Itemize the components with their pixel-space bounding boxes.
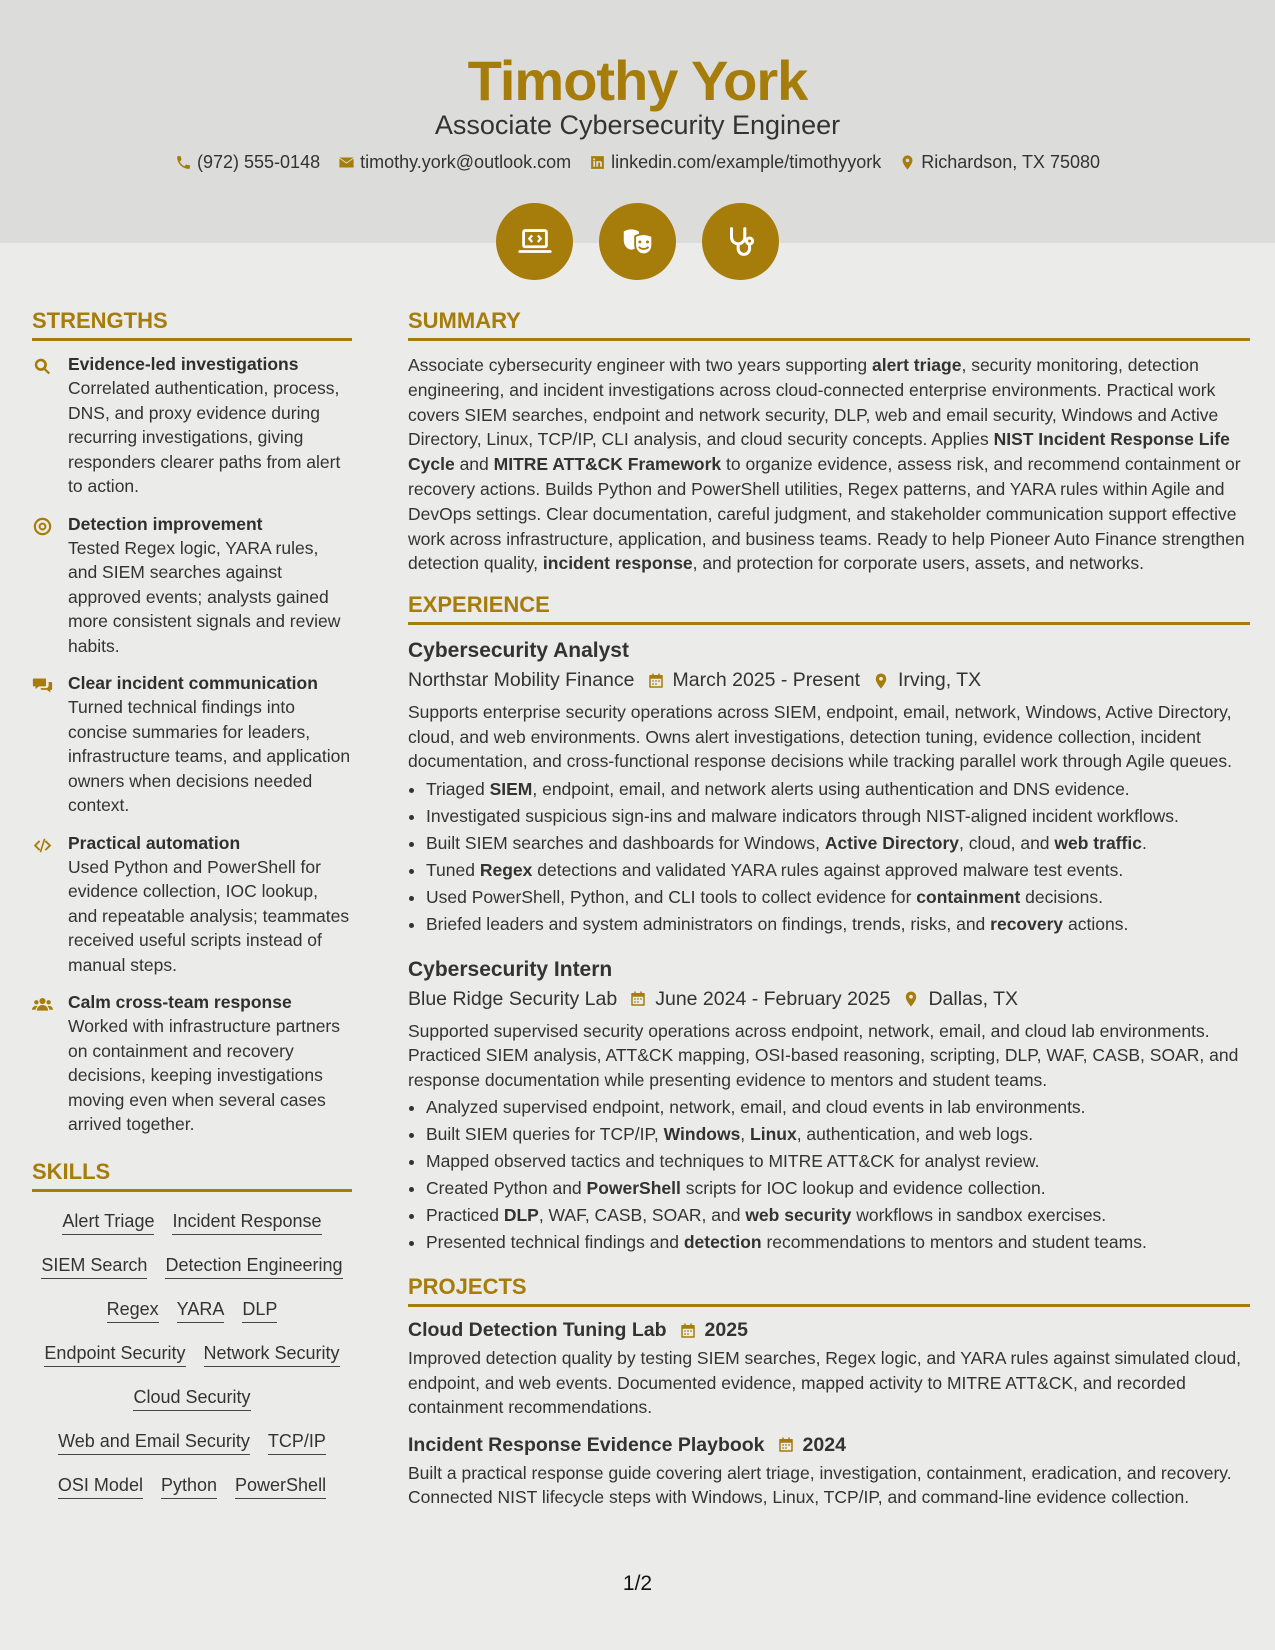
project-entry [408, 1434, 1250, 1510]
job-bullet [426, 911, 1250, 938]
strength-text: Turned technical findings into concise summaries for leaders, infrastructure teams, and application owners when decisions needed context. [68, 697, 351, 815]
strength-title: Evidence-led investigations [68, 354, 299, 374]
strength-text: Used Python and PowerShell for evidence collection, IOC lookup, and repeatable analysis; teammates received useful scripts instead of manual steps. [68, 856, 350, 975]
text-run: Presented technical findings and [426, 1232, 684, 1253]
projects-heading: PROJECTS [408, 1274, 1250, 1307]
job-bullet [426, 857, 1250, 884]
strength-title: Calm cross-team response [68, 992, 292, 1012]
skill-tag: Web and Email Security [58, 1430, 250, 1455]
skill-tag: TCP/IP [268, 1430, 326, 1455]
job-bullet [426, 1175, 1250, 1202]
strength-item [32, 353, 352, 499]
text-run: decisions. [1020, 886, 1103, 907]
text-run: Analyzed supervised endpoint, network, email, and cloud events in lab environments. [426, 1097, 1086, 1118]
stethoscope-icon [722, 223, 760, 261]
strength-title: Practical automation [68, 832, 241, 853]
project-name: Incident Response Evidence Playbook [408, 1433, 765, 1456]
text-run: Associate cybersecurity engineer with two years supporting [408, 355, 872, 375]
calendar-icon [647, 672, 665, 690]
job-bullet [426, 1094, 1250, 1121]
skill-tag: Alert Triage [62, 1210, 154, 1235]
strength-item [32, 672, 352, 818]
text-run: , endpoint, email, and network alerts using authentication and DNS evidence. [532, 778, 1130, 799]
job-dates: March 2025 - Present [672, 669, 861, 692]
left-column [32, 308, 352, 1499]
skills-list [32, 1204, 352, 1499]
text-run: , security monitoring, detection engineering, and incident investigations across cloud-connected enterprise environments. Practical work covers SIEM searches, endpoint and network security, DLP, web and email security, Windows and Active Directory, Linux, TCP/IP, CLI analysis, and cloud security concepts. Applies [408, 355, 1219, 450]
bold-text: Active Directory [824, 832, 960, 853]
job-bullet [426, 1148, 1250, 1175]
contact-bar [0, 152, 1275, 173]
bullseye-icon [32, 516, 53, 537]
skill-tag: Regex [107, 1298, 159, 1323]
text-run: , [740, 1124, 751, 1145]
text-run: Triaged [426, 778, 490, 799]
strength-title: Clear incident communication [68, 673, 318, 693]
job-meta [408, 669, 1250, 692]
text-run: Briefed leaders and system administrators on findings, trends, risks, and [426, 913, 991, 934]
bold-text: MITRE ATT&CK Framework [493, 454, 722, 475]
job-bullet [426, 830, 1250, 857]
text-run: Investigated suspicious sign-ins and malware indicators through NIST-aligned incident workflows. [426, 805, 1179, 826]
job-bullet [426, 1121, 1250, 1148]
strength-text: Worked with infrastructure partners on containment and recovery decisions, keeping investigations moving even when several cases arrived together. [68, 1016, 341, 1134]
job-bullets [408, 776, 1250, 938]
contact-location [899, 152, 1100, 173]
text-run: , authentication, and web logs. [796, 1124, 1034, 1145]
strength-item [32, 513, 352, 659]
job-role: Cybersecurity Analyst [408, 639, 629, 663]
contact-email[interactable] [338, 152, 571, 173]
skill-tag: SIEM Search [41, 1254, 147, 1279]
job-description: Supports enterprise security operations across SIEM, endpoint, email, network, Windows, Active Directory, cloud, and web environments. Owns alert investigations, detection tuning, evidence collection, incident documentation, and cross-functional response decisions while tracking parallel work through Agile queues. [408, 702, 1232, 772]
skill-tag: Endpoint Security [44, 1342, 185, 1367]
candidate-name: Timothy York [467, 49, 808, 112]
bold-text: web security [745, 1205, 852, 1226]
text-run: . [1141, 832, 1147, 853]
theater-masks-badge [599, 203, 676, 280]
stethoscope-badge [702, 203, 779, 280]
bold-text: incident response [542, 553, 693, 574]
text-run: Created Python and [426, 1178, 587, 1199]
phone-icon [175, 154, 192, 171]
strength-title: Detection improvement [68, 513, 263, 534]
bold-text: detection [683, 1232, 762, 1253]
contact-linkedin[interactable] [589, 152, 881, 173]
job-description: Supported supervised security operations across endpoint, network, email, and cloud lab environments. Practiced SIEM analysis, ATT&CK mapping, OSI-based reasoning, scripting, DLP, WAF, CASB, SOAR, and response documentation while presenting evidence to mentors and student teams. [408, 1020, 1239, 1090]
text-run: , WAF, CASB, SOAR, and [538, 1205, 746, 1226]
skill-tag: OSI Model [58, 1474, 143, 1499]
text-run: actions. [1063, 913, 1129, 934]
badge-icons [0, 203, 1275, 280]
job-company: Blue Ridge Security Lab [408, 987, 618, 1010]
text-run: detections and validated YARA rules against approved malware test events. [532, 859, 1124, 880]
skill-tag: YARA [177, 1298, 225, 1323]
linkedin-text: linkedin.com/example/timothyyork [611, 152, 882, 172]
linkedin-icon [589, 154, 606, 171]
project-header [408, 1434, 1250, 1457]
text-run: Tuned [426, 859, 480, 880]
bold-text: DLP [503, 1205, 539, 1226]
job-bullet [426, 776, 1250, 803]
text-run: Built SIEM searches and dashboards for Windows, [426, 832, 825, 853]
email-text: timothy.york@outlook.com [360, 152, 572, 172]
text-run: workflows in sandbox exercises. [851, 1205, 1107, 1226]
contact-phone[interactable] [175, 152, 320, 173]
bold-text: web traffic [1054, 832, 1142, 853]
text-run: Mapped observed tactics and techniques to MITRE ATT&CK for analyst review. [426, 1151, 1040, 1172]
theater-masks-icon [619, 223, 657, 261]
map-marker-icon [902, 990, 920, 1008]
project-header [408, 1319, 1250, 1342]
text-run: to organize evidence, assess risk, and recommend containment or recovery actions. Builds Python and PowerShell utilities, Regex patterns, and YARA rules within Agile and DevOps settings. Clear documentation, careful judgment, and stakeholder communication support effective work across infrastructure, application, and business teams. Ready to help Pioneer Auto Finance strengthen detection quality, [408, 454, 1245, 574]
text-run: scripts for IOC lookup and evidence collection. [680, 1178, 1046, 1199]
job-bullet [426, 803, 1250, 830]
bold-text: containment [916, 886, 1021, 907]
project-description: Improved detection quality by testing SIEM searches, Regex logic, and YARA rules against simulated cloud, endpoint, and web events. Documented evidence, mapped activity to MITRE ATT&CK, and recorded containment recommendations. [408, 1348, 1241, 1418]
summary-text [408, 353, 1250, 576]
text-run: , cloud, and [959, 832, 1055, 853]
comments-icon [32, 675, 53, 696]
job-bullet [426, 884, 1250, 911]
phone-text: (972) 555-0148 [197, 152, 321, 172]
bold-text: NIST Incident Response Life Cycle [408, 429, 1230, 475]
skill-tag: Cloud Security [133, 1386, 250, 1411]
job-title: Associate Cybersecurity Engineer [434, 110, 841, 140]
bold-text: SIEM [489, 778, 533, 799]
job-entry [408, 956, 1250, 1257]
users-icon [32, 994, 53, 1015]
project-name: Cloud Detection Tuning Lab [408, 1319, 667, 1342]
bold-text: Windows [663, 1124, 741, 1145]
skill-tag: Detection Engineering [165, 1254, 342, 1279]
strength-text: Tested Regex logic, YARA rules, and SIEM searches against approved events; analysts gained more consistent signals and review habits. [68, 537, 341, 656]
strength-item [32, 832, 352, 978]
right-column [408, 308, 1250, 1524]
job-role: Cybersecurity Intern [408, 957, 613, 981]
project-entry [408, 1319, 1250, 1420]
experience-heading: EXPERIENCE [408, 592, 1250, 625]
project-year: 2025 [704, 1319, 748, 1342]
job-dates: June 2024 - February 2025 [655, 987, 891, 1010]
skill-tag: Network Security [204, 1342, 340, 1367]
skill-tag: Python [161, 1474, 217, 1499]
job-bullet [426, 1202, 1250, 1229]
bold-text: Linux [750, 1124, 797, 1145]
strength-text: Correlated authentication, process, DNS, and proxy evidence during recurring investigations, giving responders clearer paths from alert to action. [68, 378, 341, 496]
location-text: Richardson, TX 75080 [921, 152, 1100, 172]
job-location: Irving, TX [898, 669, 982, 692]
strengths-heading: STRENGTHS [32, 308, 352, 341]
job-location: Dallas, TX [928, 987, 1019, 1010]
text-run: Practiced [426, 1205, 504, 1226]
bold-text: alert triage [871, 355, 962, 375]
page-number: 1/2 [622, 1572, 653, 1595]
code-icon [32, 835, 53, 856]
job-company: Northstar Mobility Finance [408, 669, 635, 692]
project-year: 2024 [802, 1433, 846, 1456]
calendar-icon [777, 1436, 795, 1454]
text-run: , and protection for corporate users, assets, and networks. [692, 553, 1145, 574]
text-run: Built SIEM queries for TCP/IP, [426, 1124, 664, 1145]
bold-text: Regex [479, 859, 533, 880]
search-icon [32, 356, 53, 377]
job-bullet [426, 1229, 1250, 1256]
envelope-icon [338, 154, 355, 171]
project-description: Built a practical response guide covering alert triage, investigation, containment, eradication, and recovery. Connected NIST lifecycle steps with Windows, Linux, TCP/IP, and command-line evidence collection. [408, 1462, 1232, 1508]
text-run: Used PowerShell, Python, and CLI tools to collect evidence for [426, 886, 917, 907]
bold-text: PowerShell [586, 1178, 681, 1199]
skill-tag: DLP [242, 1298, 277, 1323]
calendar-icon [679, 1322, 697, 1340]
laptop-code-badge [496, 203, 573, 280]
skill-tag: Incident Response [172, 1210, 321, 1235]
text-run: and [454, 454, 494, 475]
map-marker-icon [899, 154, 916, 171]
map-marker-icon [872, 672, 890, 690]
job-meta [408, 988, 1250, 1011]
skill-tag: PowerShell [235, 1474, 326, 1499]
strength-item [32, 991, 352, 1137]
skills-heading: SKILLS [32, 1159, 352, 1192]
job-bullets [408, 1094, 1250, 1256]
job-entry [408, 637, 1250, 938]
summary-heading: SUMMARY [408, 308, 1250, 341]
laptop-code-icon [516, 223, 554, 261]
bold-text: recovery [990, 913, 1064, 934]
text-run: recommendations to mentors and student teams. [761, 1232, 1147, 1253]
calendar-icon [629, 990, 647, 1008]
